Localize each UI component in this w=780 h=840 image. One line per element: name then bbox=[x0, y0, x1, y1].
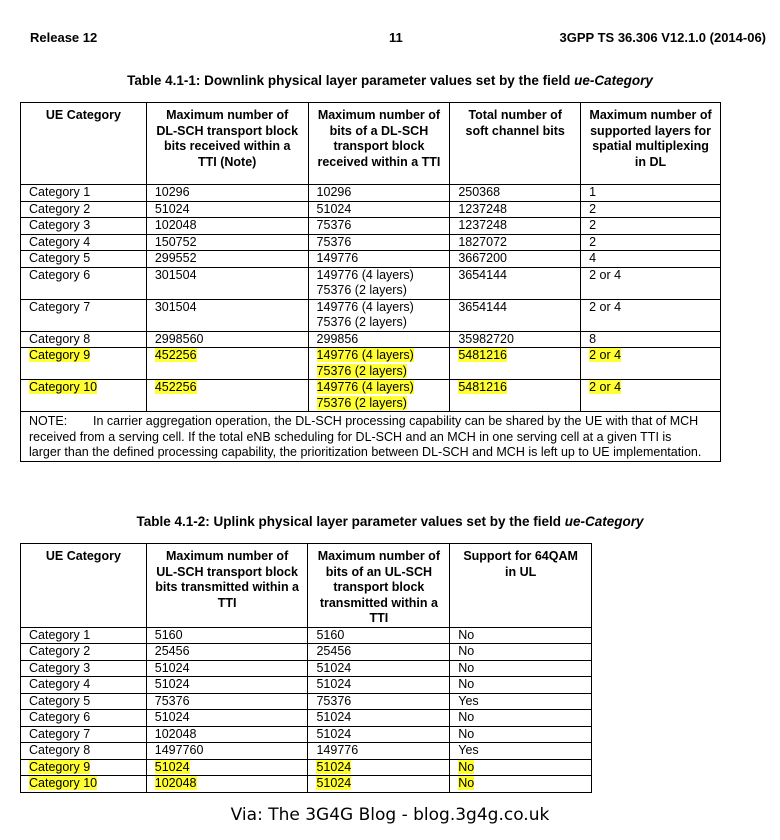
layers-cell-text: 2 or 4 bbox=[589, 299, 622, 314]
ue-category-cell-text: Category 5 bbox=[29, 251, 91, 265]
ue-category-cell bbox=[21, 776, 147, 793]
max-tb-bits-cell-text: 452256 bbox=[154, 380, 197, 394]
max-ul-tb-bits-cell-text: 102048 bbox=[154, 726, 197, 741]
soft-channel-bits-cell-text: 5481216 bbox=[458, 380, 507, 394]
soft-channel-bits-cell-text: 3654144 bbox=[458, 267, 507, 282]
qam64-support-cell-text: Yes bbox=[458, 693, 479, 708]
max-ul-tb-bits-cell-text: 51024 bbox=[154, 759, 190, 774]
max-tb-bits-cell bbox=[146, 201, 308, 218]
ue-category-cell-text: Category 5 bbox=[29, 693, 91, 708]
max-tb-bits-cell-text: 10296 bbox=[154, 185, 190, 199]
ue-category-cell-text: Category 9 bbox=[29, 759, 91, 774]
note-cell bbox=[21, 412, 721, 462]
soft-channel-bits-cell-text: 250368 bbox=[458, 185, 501, 199]
layers-cell bbox=[581, 267, 721, 299]
ue-category-cell bbox=[21, 234, 147, 251]
max-ul-bits-per-tb-cell bbox=[308, 776, 450, 793]
soft-channel-bits-cell bbox=[450, 348, 581, 380]
column-header: UE Category bbox=[21, 544, 147, 628]
max-ul-tb-bits-cell-text: 25456 bbox=[154, 644, 190, 658]
soft-channel-bits-cell-text: 1827072 bbox=[458, 234, 507, 249]
qam64-support-cell bbox=[450, 677, 592, 694]
max-ul-bits-per-tb-cell bbox=[308, 644, 450, 661]
layers-cell-text: 2 or 4 bbox=[589, 348, 622, 362]
column-header: Maximum number of DL-SCH transport block bits received within a TTI (Note) bbox=[146, 103, 308, 185]
table-row bbox=[21, 660, 592, 677]
max-bits-per-tb-cell-text: 149776 (4 layers) bbox=[316, 380, 414, 394]
table-row bbox=[21, 267, 721, 299]
ue-category-cell-text: Category 10 bbox=[29, 380, 98, 394]
layers-cell bbox=[581, 218, 721, 235]
ue-category-cell-text: Category 6 bbox=[29, 710, 91, 724]
table-row bbox=[21, 234, 721, 251]
max-bits-per-tb-cell-text: 51024 bbox=[316, 201, 352, 216]
max-ul-bits-per-tb-cell-text: 25456 bbox=[316, 644, 352, 658]
ue-category-cell-text: Category 3 bbox=[29, 660, 91, 675]
soft-channel-bits-cell bbox=[450, 331, 581, 348]
max-bits-per-tb-cell-text-2: 75376 (2 layers) bbox=[316, 315, 407, 329]
spec-id: 3GPP TS 36.306 V12.1.0 (2014-06) bbox=[559, 30, 766, 45]
ue-category-cell-text: Category 4 bbox=[29, 677, 91, 691]
ue-category-cell-text: Category 8 bbox=[29, 743, 91, 757]
release-label: Release 12 bbox=[30, 30, 98, 45]
layers-cell bbox=[581, 331, 721, 348]
max-tb-bits-cell bbox=[146, 380, 308, 412]
qam64-support-cell-text: No bbox=[458, 660, 475, 675]
page-number: 11 bbox=[389, 30, 403, 45]
soft-channel-bits-cell bbox=[450, 267, 581, 299]
footer-credit: Via: The 3G4G Blog - blog.3g4g.co.uk bbox=[230, 805, 550, 825]
table-row bbox=[21, 677, 592, 694]
max-bits-per-tb-cell-text-2: 75376 (2 layers) bbox=[316, 363, 407, 378]
ue-category-cell bbox=[21, 348, 147, 380]
table-row bbox=[21, 299, 721, 331]
max-ul-bits-per-tb-cell bbox=[308, 693, 450, 710]
ue-category-cell-text: Category 6 bbox=[29, 267, 91, 282]
max-ul-tb-bits-cell-text: 1497760 bbox=[154, 743, 204, 757]
ue-category-cell bbox=[21, 331, 147, 348]
table-row bbox=[21, 743, 592, 760]
ue-category-cell-text: Category 1 bbox=[29, 627, 91, 642]
max-ul-tb-bits-cell bbox=[146, 660, 308, 677]
max-bits-per-tb-cell-text-2: 75376 (2 layers) bbox=[316, 283, 407, 297]
max-ul-tb-bits-cell bbox=[146, 759, 308, 776]
layers-cell bbox=[581, 299, 721, 331]
note-label: NOTE: bbox=[29, 414, 68, 428]
max-tb-bits-cell bbox=[146, 185, 308, 202]
max-ul-bits-per-tb-cell bbox=[308, 710, 450, 727]
max-ul-bits-per-tb-cell-text: 51024 bbox=[316, 726, 352, 741]
layers-cell bbox=[581, 201, 721, 218]
max-tb-bits-cell-text: 150752 bbox=[154, 234, 197, 249]
max-tb-bits-cell-text: 301504 bbox=[154, 299, 197, 314]
layers-cell-text: 2 or 4 bbox=[589, 267, 622, 282]
max-bits-per-tb-cell-text: 149776 (4 layers) bbox=[316, 299, 414, 314]
column-header: Maximum number of supported layers for spatial multiplexing in DL bbox=[581, 103, 721, 185]
max-bits-per-tb-cell bbox=[308, 201, 450, 218]
max-bits-per-tb-cell bbox=[308, 185, 450, 202]
max-ul-bits-per-tb-cell-text: 51024 bbox=[316, 710, 352, 724]
table-row bbox=[21, 380, 721, 412]
max-tb-bits-cell bbox=[146, 299, 308, 331]
max-tb-bits-cell bbox=[146, 218, 308, 235]
soft-channel-bits-cell bbox=[450, 234, 581, 251]
column-header: Maximum number of bits of an UL-SCH transport block transmitted within a TTI bbox=[308, 544, 450, 628]
layers-cell bbox=[581, 234, 721, 251]
qam64-support-cell bbox=[450, 759, 592, 776]
ue-category-cell bbox=[21, 299, 147, 331]
max-ul-tb-bits-cell-text: 5160 bbox=[154, 627, 183, 642]
ue-category-cell-text: Category 10 bbox=[29, 776, 98, 790]
max-bits-per-tb-cell-text: 75376 bbox=[316, 234, 352, 249]
max-ul-bits-per-tb-cell bbox=[308, 660, 450, 677]
qam64-support-cell-text: No bbox=[458, 710, 475, 724]
max-ul-bits-per-tb-cell bbox=[308, 726, 450, 743]
table2-caption: Table 4.1-2: Uplink physical layer parameter values set by the field ue-Category bbox=[136, 514, 644, 529]
column-header: Support for 64QAM in UL bbox=[450, 544, 592, 628]
max-ul-tb-bits-cell bbox=[146, 710, 308, 727]
column-header: Total number of soft channel bits bbox=[450, 103, 581, 185]
layers-cell-text: 4 bbox=[589, 251, 597, 265]
layers-cell-text: 1 bbox=[589, 185, 597, 199]
layers-cell bbox=[581, 251, 721, 268]
max-ul-tb-bits-cell-text: 51024 bbox=[154, 660, 190, 675]
qam64-support-cell-text: No bbox=[458, 677, 475, 691]
layers-cell bbox=[581, 348, 721, 380]
table-row bbox=[21, 644, 592, 661]
max-tb-bits-cell-text: 452256 bbox=[154, 348, 197, 362]
max-tb-bits-cell bbox=[146, 267, 308, 299]
max-ul-bits-per-tb-cell-text: 51024 bbox=[316, 759, 352, 774]
qam64-support-cell bbox=[450, 627, 592, 644]
table-note bbox=[21, 412, 721, 462]
ue-category-cell-text: Category 8 bbox=[29, 331, 91, 346]
ue-category-cell-text: Category 7 bbox=[29, 299, 91, 314]
qam64-support-cell bbox=[450, 660, 592, 677]
soft-channel-bits-cell-text: 1237248 bbox=[458, 201, 507, 216]
max-ul-tb-bits-cell bbox=[146, 627, 308, 644]
max-ul-bits-per-tb-cell-text: 5160 bbox=[316, 627, 345, 642]
qam64-support-cell bbox=[450, 644, 592, 661]
max-ul-tb-bits-cell bbox=[146, 644, 308, 661]
table-row bbox=[21, 627, 592, 644]
ue-category-cell-text: Category 4 bbox=[29, 234, 91, 249]
max-ul-bits-per-tb-cell-text: 149776 bbox=[316, 743, 359, 757]
max-ul-bits-per-tb-cell-text: 75376 bbox=[316, 693, 352, 708]
qam64-support-cell-text: No bbox=[458, 644, 475, 658]
max-ul-bits-per-tb-cell-text: 51024 bbox=[316, 677, 352, 691]
ue-category-cell bbox=[21, 185, 147, 202]
soft-channel-bits-cell bbox=[450, 185, 581, 202]
note-text: In carrier aggregation operation, the DL-SCH processing capability can be shared by the UE with that of MCH received from a serving cell. If the total eNB scheduling for DL-SCH and an MCH in one serving cell at a given TTI is larger than the defined processing capability, the prioritization between DL-SCH and MCH is left up to UE implementation. bbox=[29, 414, 702, 459]
max-tb-bits-cell-text: 51024 bbox=[154, 201, 190, 216]
max-bits-per-tb-cell-text: 299856 bbox=[316, 331, 359, 346]
ue-category-cell bbox=[21, 726, 147, 743]
ue-category-cell bbox=[21, 380, 147, 412]
max-bits-per-tb-cell bbox=[308, 380, 450, 412]
max-ul-bits-per-tb-cell bbox=[308, 677, 450, 694]
layers-cell-text: 2 or 4 bbox=[589, 380, 622, 394]
max-bits-per-tb-cell bbox=[308, 218, 450, 235]
ue-category-cell-text: Category 1 bbox=[29, 185, 91, 199]
qam64-support-cell bbox=[450, 710, 592, 727]
max-tb-bits-cell-text: 102048 bbox=[154, 218, 197, 232]
ue-category-cell-text: Category 9 bbox=[29, 348, 91, 362]
qam64-support-cell-text: Yes bbox=[458, 743, 479, 757]
max-ul-bits-per-tb-cell bbox=[308, 743, 450, 760]
table-row bbox=[21, 201, 721, 218]
ue-category-cell bbox=[21, 644, 147, 661]
layers-cell-text: 2 bbox=[589, 234, 597, 249]
qam64-support-cell bbox=[450, 693, 592, 710]
table-header-row bbox=[21, 544, 592, 628]
ue-category-cell bbox=[21, 677, 147, 694]
qam64-support-cell-text: No bbox=[458, 726, 475, 741]
ue-category-cell-text: Category 7 bbox=[29, 726, 91, 741]
table-row bbox=[21, 331, 721, 348]
table-row bbox=[21, 693, 592, 710]
max-bits-per-tb-cell bbox=[308, 331, 450, 348]
table-row bbox=[21, 348, 721, 380]
max-tb-bits-cell-text: 299552 bbox=[154, 251, 197, 265]
max-ul-bits-per-tb-cell-text: 51024 bbox=[316, 660, 352, 675]
table-row bbox=[21, 759, 592, 776]
max-bits-per-tb-cell bbox=[308, 348, 450, 380]
downlink-table bbox=[20, 102, 721, 462]
max-ul-tb-bits-cell bbox=[146, 726, 308, 743]
max-tb-bits-cell-text: 301504 bbox=[154, 267, 197, 282]
max-bits-per-tb-cell-text: 75376 bbox=[316, 218, 352, 232]
ue-category-cell bbox=[21, 759, 147, 776]
soft-channel-bits-cell-text: 3667200 bbox=[458, 251, 507, 265]
max-tb-bits-cell bbox=[146, 348, 308, 380]
max-tb-bits-cell bbox=[146, 331, 308, 348]
max-bits-per-tb-cell-text: 149776 (4 layers) bbox=[316, 348, 414, 362]
max-bits-per-tb-cell-text: 149776 bbox=[316, 251, 359, 265]
table-row bbox=[21, 251, 721, 268]
table1-caption: Table 4.1-1: Downlink physical layer parameter values set by the field ue-Category bbox=[127, 73, 653, 88]
soft-channel-bits-cell bbox=[450, 299, 581, 331]
column-header: Maximum number of bits of a DL-SCH transport block received within a TTI bbox=[308, 103, 450, 185]
table-row bbox=[21, 776, 592, 793]
ue-category-cell bbox=[21, 627, 147, 644]
max-tb-bits-cell bbox=[146, 251, 308, 268]
soft-channel-bits-cell bbox=[450, 380, 581, 412]
uplink-table bbox=[20, 543, 592, 793]
ue-category-cell-text: Category 2 bbox=[29, 201, 91, 216]
table-row bbox=[21, 185, 721, 202]
qam64-support-cell-text: No bbox=[458, 627, 475, 642]
column-header: Maximum number of UL-SCH transport block bits transmitted within a TTI bbox=[146, 544, 308, 628]
qam64-support-cell-text: No bbox=[458, 776, 475, 790]
ue-category-cell bbox=[21, 660, 147, 677]
max-ul-tb-bits-cell bbox=[146, 776, 308, 793]
max-ul-tb-bits-cell bbox=[146, 693, 308, 710]
max-bits-per-tb-cell bbox=[308, 234, 450, 251]
max-ul-tb-bits-cell bbox=[146, 677, 308, 694]
ue-category-cell bbox=[21, 267, 147, 299]
layers-cell-text: 2 bbox=[589, 201, 597, 216]
ue-category-cell-text: Category 2 bbox=[29, 644, 91, 658]
soft-channel-bits-cell bbox=[450, 218, 581, 235]
max-bits-per-tb-cell-text: 10296 bbox=[316, 185, 352, 199]
soft-channel-bits-cell-text: 3654144 bbox=[458, 299, 507, 314]
max-bits-per-tb-cell bbox=[308, 267, 450, 299]
table-header-row bbox=[21, 103, 721, 185]
layers-cell-text: 8 bbox=[589, 331, 597, 346]
max-ul-tb-bits-cell-text: 51024 bbox=[154, 710, 190, 724]
ue-category-cell-text: Category 3 bbox=[29, 218, 91, 232]
max-bits-per-tb-cell-text-2: 75376 (2 layers) bbox=[316, 395, 407, 410]
ue-category-cell bbox=[21, 710, 147, 727]
ue-category-cell bbox=[21, 251, 147, 268]
column-header: UE Category bbox=[21, 103, 147, 185]
max-ul-tb-bits-cell bbox=[146, 743, 308, 760]
max-tb-bits-cell-text: 2998560 bbox=[154, 331, 204, 346]
max-tb-bits-cell bbox=[146, 234, 308, 251]
table-row bbox=[21, 218, 721, 235]
max-ul-bits-per-tb-cell bbox=[308, 759, 450, 776]
ue-category-cell bbox=[21, 201, 147, 218]
max-ul-tb-bits-cell-text: 102048 bbox=[154, 776, 197, 790]
table-row bbox=[21, 726, 592, 743]
layers-cell-text: 2 bbox=[589, 218, 597, 232]
max-ul-tb-bits-cell-text: 51024 bbox=[154, 677, 190, 691]
max-bits-per-tb-cell-text: 149776 (4 layers) bbox=[316, 267, 414, 282]
soft-channel-bits-cell bbox=[450, 251, 581, 268]
soft-channel-bits-cell bbox=[450, 201, 581, 218]
qam64-support-cell bbox=[450, 743, 592, 760]
max-bits-per-tb-cell bbox=[308, 251, 450, 268]
table-row bbox=[21, 710, 592, 727]
ue-category-cell bbox=[21, 693, 147, 710]
max-ul-bits-per-tb-cell-text: 51024 bbox=[316, 776, 352, 790]
max-bits-per-tb-cell bbox=[308, 299, 450, 331]
max-ul-tb-bits-cell-text: 75376 bbox=[154, 693, 190, 708]
ue-category-cell bbox=[21, 218, 147, 235]
soft-channel-bits-cell-text: 1237248 bbox=[458, 218, 507, 232]
soft-channel-bits-cell-text: 35982720 bbox=[458, 331, 514, 346]
layers-cell bbox=[581, 185, 721, 202]
qam64-support-cell bbox=[450, 776, 592, 793]
qam64-support-cell bbox=[450, 726, 592, 743]
layers-cell bbox=[581, 380, 721, 412]
soft-channel-bits-cell-text: 5481216 bbox=[458, 348, 507, 362]
ue-category-cell bbox=[21, 743, 147, 760]
max-ul-bits-per-tb-cell bbox=[308, 627, 450, 644]
qam64-support-cell-text: No bbox=[458, 759, 475, 774]
